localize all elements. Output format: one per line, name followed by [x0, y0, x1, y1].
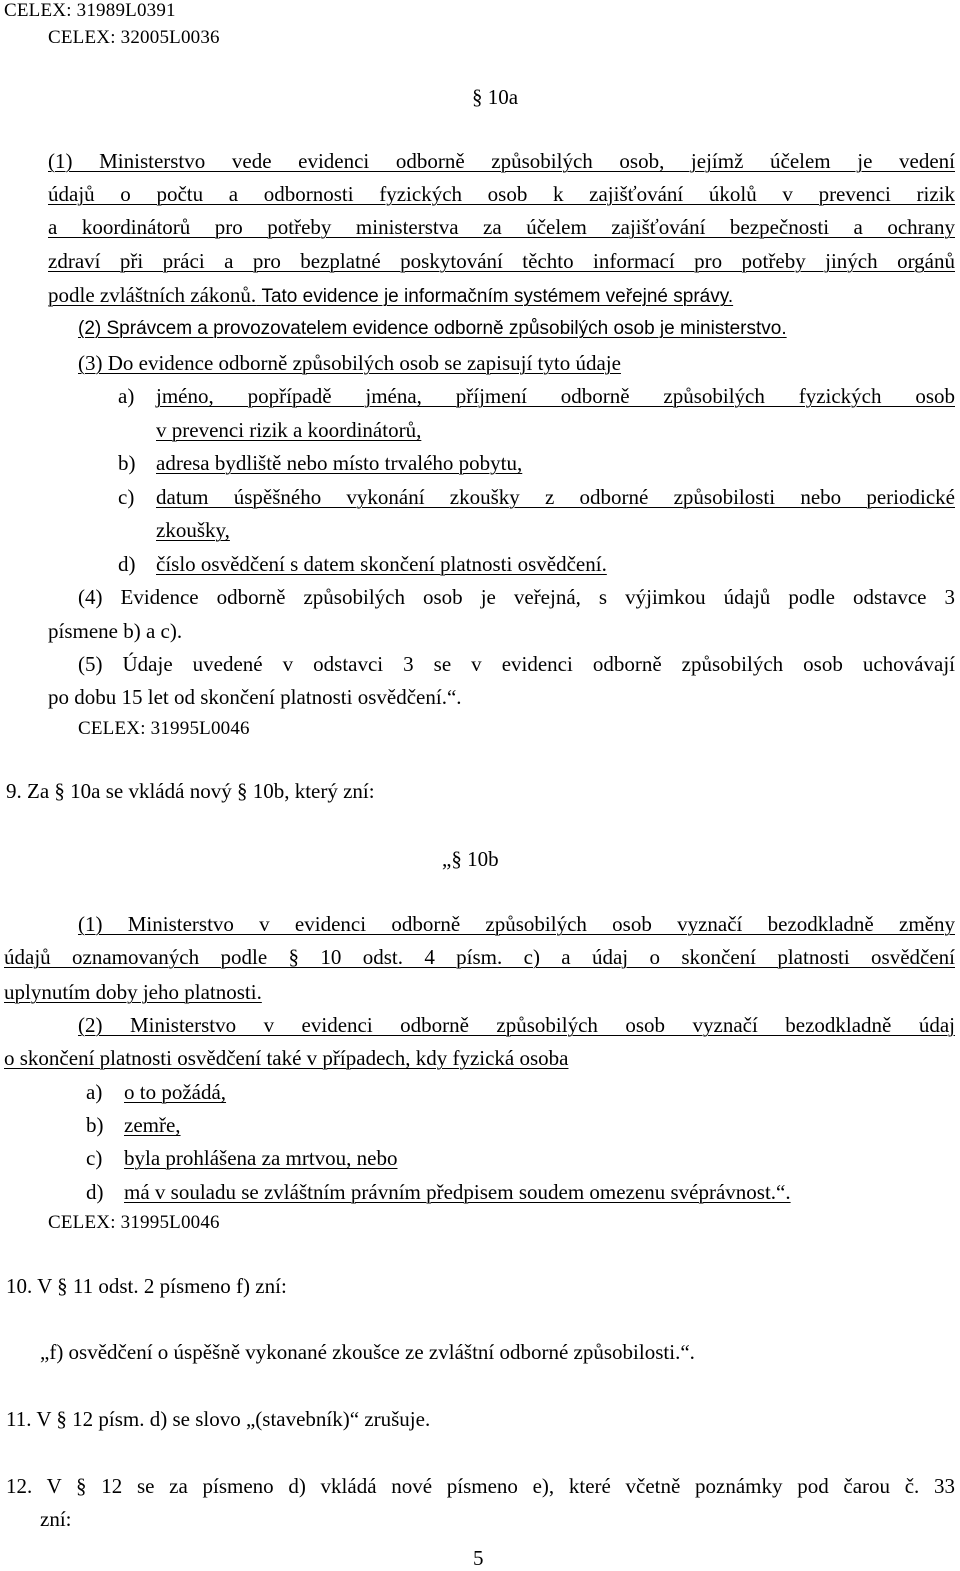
s10b-item-d-text: má v souladu se zvláštním právním předpisem soudem omezenu svéprávnost.“. [124, 1180, 791, 1204]
s10a-p1-tail: Tato evidence je informačním systémem veřejné správy. [261, 286, 734, 307]
s10a-item-c-line2: zkoušky, [156, 518, 230, 542]
page-number: 5 [473, 1546, 484, 1570]
s10b-p1-line2: údajů oznamovaných podle § 10 odst. 4 písm. c) a údaj o skončení platnosti osvědčení [4, 945, 955, 969]
s10a-p5-line1: (5) Údaje uvedené v odstavci 3 se v evidenci odborně způsobilých osob uchovávají [78, 652, 955, 676]
s10a-p1-line5 [48, 282, 733, 310]
s10a-item-b-label: b) [118, 451, 136, 475]
s10a-item-a-line1: jméno, popřípadě jména, příjmení odborně způsobilých fyzických osob [156, 384, 955, 408]
s10b-item-b-text: zemře, [124, 1113, 181, 1137]
s10a-p3: (3) Do evidence odborně způsobilých osob se zapisují tyto údaje [78, 351, 621, 375]
item-12-line1: 12. V § 12 se za písmeno d) vkládá nové písmeno e), které včetně poznámky pod čarou č. 33 [6, 1474, 955, 1498]
item-10-text: 10. V § 11 odst. 2 písmeno f) zní: [6, 1274, 287, 1298]
section-10a-title: § 10a [472, 85, 519, 109]
s10a-p4-line1: (4) Evidence odborně způsobilých osob je veřejná, s výjimkou údajů podle odstavce 3 [78, 585, 955, 609]
s10b-p1-line1: (1) Ministerstvo v evidenci odborně způsobilých osob vyznačí bezodkladně změny [78, 912, 955, 936]
s10a-item-c-label: c) [118, 485, 135, 509]
s10b-item-b-label: b) [86, 1113, 104, 1137]
s10a-p1-line2: údajů o počtu a odbornosti fyzických osob k zajišťování úkolů v prevenci rizik [48, 182, 955, 206]
s10b-item-a-label: a) [86, 1080, 103, 1104]
celex-header-1: CELEX: 31989L0391 [4, 0, 176, 21]
s10b-p1-line3: uplynutím doby jeho platnosti. [4, 980, 262, 1004]
s10b-p2-line2: o skončení platnosti osvědčení také v případech, kdy fyzická osoba [4, 1046, 569, 1070]
item-11-text: 11. V § 12 písm. d) se slovo „(stavebník)“ zrušuje. [6, 1407, 431, 1431]
s10b-p2-line1: (2) Ministerstvo v evidenci odborně způsobilých osob vyznačí bezodkladně údaj [78, 1013, 955, 1037]
section-10b-title: „§ 10b [442, 847, 499, 871]
s10a-p1-line3: a koordinátorů pro potřeby ministerstva za účelem zajišťování bezpečnosti a ochrany [48, 215, 955, 239]
item-9-text: 9. Za § 10a se vkládá nový § 10b, který zní: [6, 779, 375, 803]
s10a-item-c-line1: datum úspěšného vykonání zkoušky z odborné způsobilosti nebo periodické [156, 485, 955, 509]
s10a-item-d-label: d) [118, 552, 136, 576]
s10a-p1-line1: (1) Ministerstvo vede evidenci odborně způsobilých osob, jejímž účelem je vedení [48, 149, 955, 173]
s10a-p2: (2) Správcem a provozovatelem evidence odborně způsobilých osob je ministerstvo. [78, 318, 787, 339]
item-12-line2: zní: [40, 1507, 72, 1531]
s10a-p4-line2: písmene b) a c). [48, 619, 183, 643]
celex-header-2: CELEX: 32005L0036 [48, 27, 220, 48]
celex-s10b: CELEX: 31995L0046 [48, 1212, 220, 1233]
s10b-item-c-text: byla prohlášena za mrtvou, nebo [124, 1146, 398, 1170]
s10b-item-d-label: d) [86, 1180, 104, 1204]
s10a-item-a-label: a) [118, 384, 135, 408]
s10b-item-a-text: o to požádá, [124, 1080, 227, 1104]
s10a-p5-line2: po dobu 15 let od skončení platnosti osvědčení.“. [48, 685, 462, 709]
item-10-quote: „f) osvědčení o úspěšně vykonané zkoušce ze zvláštní odborné způsobilosti.“. [40, 1340, 695, 1364]
s10a-item-d-text: číslo osvědčení s datem skončení platnosti osvědčení. [156, 552, 607, 576]
celex-s10a: CELEX: 31995L0046 [78, 718, 250, 739]
s10a-p1-line4: zdraví při práci a pro bezplatné poskytování těchto informací pro potřeby jiných orgánů [48, 249, 955, 273]
s10a-item-a-line2: v prevenci rizik a koordinátorů, [156, 418, 422, 442]
s10a-p1-last: podle zvláštních zákonů. [48, 283, 257, 307]
s10b-item-c-label: c) [86, 1146, 103, 1170]
s10a-item-b-text: adresa bydliště nebo místo trvalého pobytu, [156, 451, 523, 475]
